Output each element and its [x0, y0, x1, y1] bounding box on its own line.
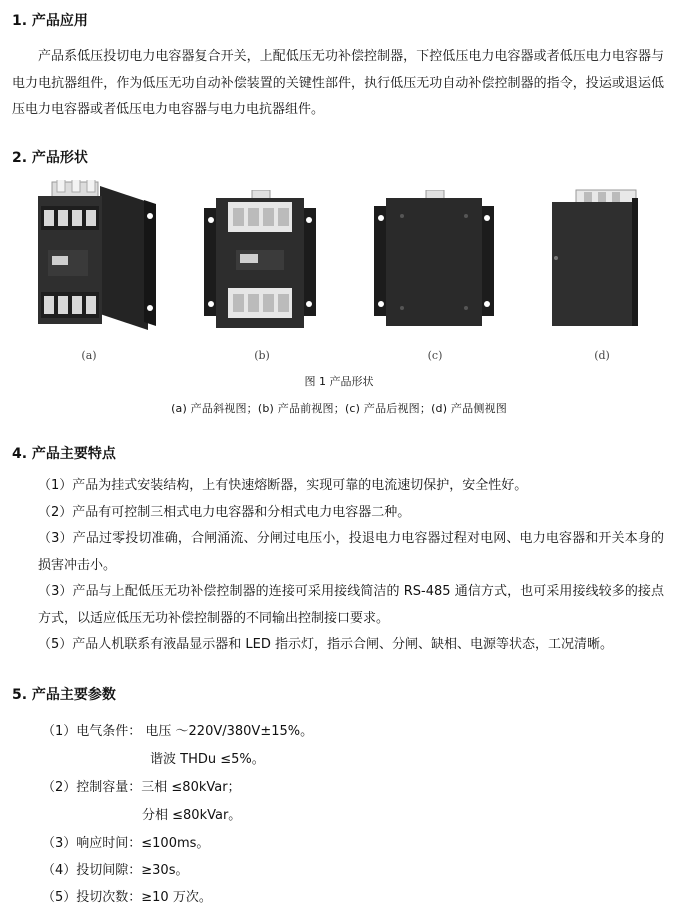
product-front-view-image — [200, 190, 320, 332]
product-side-view-image — [546, 188, 646, 328]
feature-item: （5）产品人机联系有液晶显示器和 LED 指示灯，指示合闸、分闸、缺相、电源等状态，工况清晰。 — [38, 637, 614, 652]
param-capacity-three-phase: （2）控制容量：三相 ≤80kVar； — [42, 780, 241, 795]
product-rear-view-image — [372, 190, 496, 330]
section-4-title: 4. 产品主要特点 — [12, 446, 116, 462]
param-switching-count: （5）投切次数：≥10 万次。 — [42, 890, 212, 905]
view-label-a: (a) — [81, 349, 97, 362]
figure-title: 图 1 产品形状 — [304, 375, 374, 388]
section-1-body — [12, 44, 664, 124]
section-2-title: 2. 产品形状 — [12, 150, 88, 166]
param-response-time: （3）响应时间：≤100ms。 — [42, 836, 210, 851]
feature-item: （3）产品与上配低压无功补偿控制器的连接可采用接线简洁的 RS-485 通信方式，也可采用接线较多的接点方式，以适应低压无功补偿控制器的不同输出控制接口要求。 — [38, 584, 664, 626]
view-label-b: (b) — [254, 349, 270, 362]
feature-item: （3）产品过零投切准确，合闸涌流、分闸过电压小，投退电力电容器过程对电网、电力电容器和开关本身的损害冲击小。 — [38, 531, 664, 573]
param-switching-interval: （4）投切间隙：≥30s。 — [42, 863, 189, 878]
param-capacity-split-phase: 分相 ≤80kVar。 — [142, 808, 242, 823]
view-label-d: (d) — [594, 349, 610, 362]
figure-caption: (a) 产品斜视图；(b) 产品前视图；(c) 产品后视图；(d) 产品侧视图 — [171, 402, 507, 415]
product-oblique-view-image — [28, 180, 160, 338]
feature-item: （2）产品有可控制三相式电力电容器和分相式电力电容器二种。 — [38, 504, 411, 520]
view-label-c: (c) — [427, 349, 443, 362]
param-electrical-harmonic: 谐波 THDu ≤5%。 — [150, 752, 265, 767]
feature-list — [12, 473, 664, 659]
section-1-text: 产品系低压投切电力电容器复合开关，上配低压无功补偿控制器，下控低压电力电容器或者低压电力电容器与电力电抗器组件，作为低压无功自动补偿装置的关键性部件，执行低压无功自动补偿控制器的指令，投运或退运低压电力电容器或者低压电力电容器与电力电抗器组件。 — [12, 49, 664, 117]
feature-item: （1）产品为挂式安装结构，上有快速熔断器，实现可靠的电流速切保护，安全性好。 — [38, 478, 528, 493]
param-electrical-voltage: （1）电气条件： 电压 ～220V/380V±15%。 — [42, 724, 314, 739]
section-1-title: 1. 产品应用 — [12, 13, 88, 29]
section-5-title: 5. 产品主要参数 — [12, 687, 116, 703]
